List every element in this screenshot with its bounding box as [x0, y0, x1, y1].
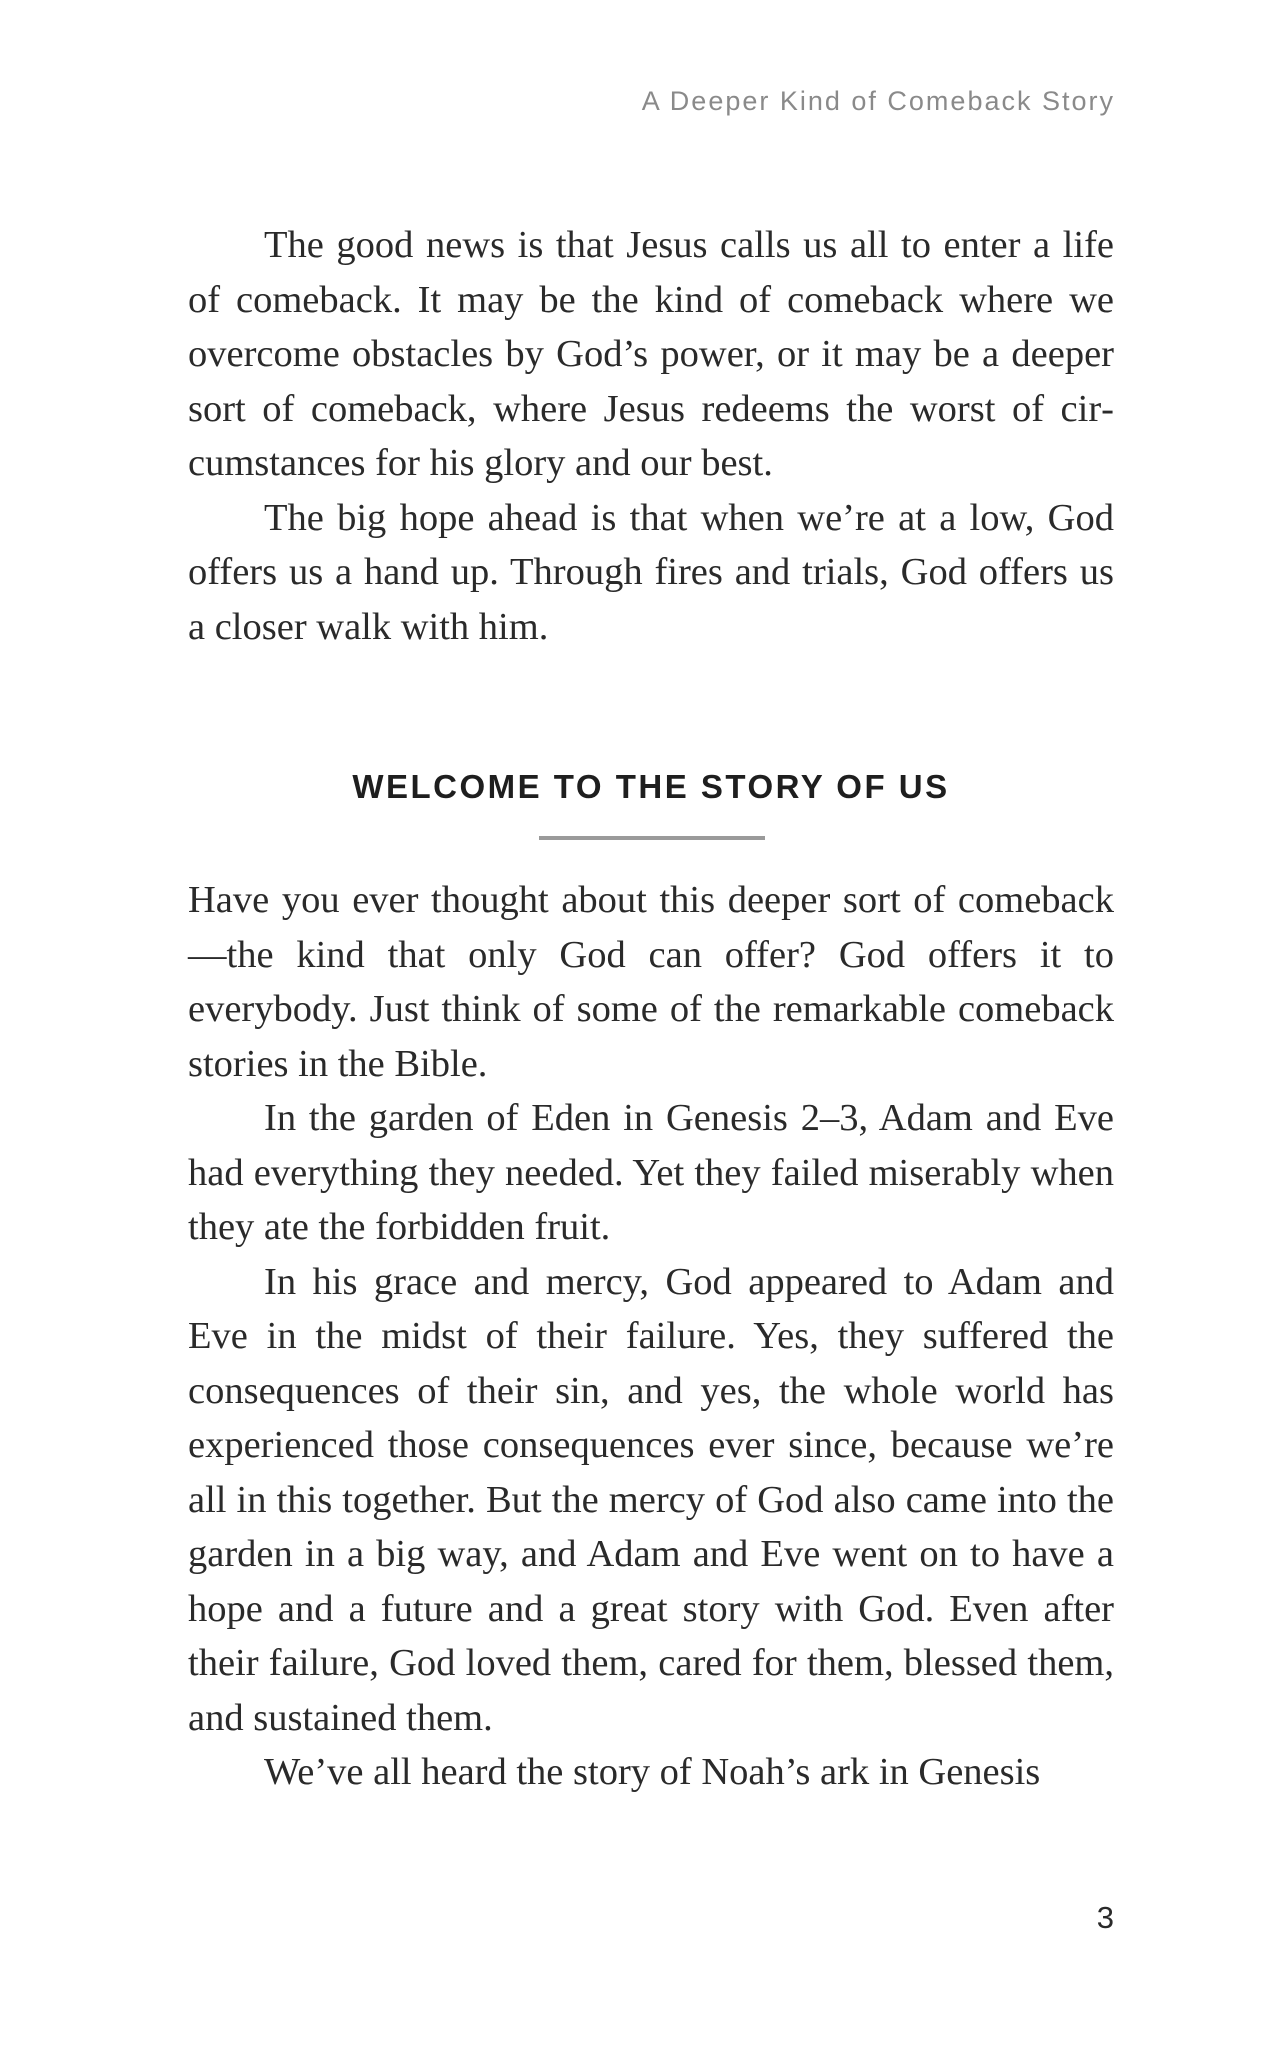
- intro-paragraph-2: The big hope ahead is that when we’re at a low, God offers us a hand up. Through fires and trials, God offers us a closer walk with him.: [188, 496, 1114, 648]
- running-head-title: A Deeper Kind of Comeback Story: [641, 86, 1115, 116]
- intro-text: [188, 218, 1114, 654]
- section-paragraph-2: In the garden of Eden in Genesis 2–3, Adam and Eve had everything they needed. Yet they failed miserably when they ate the forbidden fruit.: [188, 1097, 1114, 1248]
- section-paragraph-3: In his grace and mercy, God appeared to Adam and Eve in the midst of their failure. Yes, they suffered the consequences of their sin, and yes, the whole world has experienced those consequences ever since, because we’re all in this together. But the mercy of God also came into the garden in a big way, and Adam and Eve went on to have a hope and a future and a great story with God. Even after their failure, God loved them, cared for them, blessed them, and sustained them.: [188, 1260, 1114, 1739]
- page-number: 3: [1096, 1900, 1114, 1935]
- heading-divider: [539, 836, 765, 840]
- section-body: [188, 873, 1114, 1800]
- intro-paragraph-1: The good news is that Jesus calls us all to enter a life of comeback. It may be the kind of comeback where we overcome obstacles by God’s power, or it may be a deeper sort of comeback, where Jesus redeems the worst of circumstances for his glory and our best.: [188, 224, 1114, 484]
- section-heading: WELCOME TO THE STORY OF US: [352, 768, 950, 805]
- section-paragraph-1: Have you ever thought about this deeper sort of comeback—the kind that only God can offer? God offers it to everybody. Just think of some of the remarkable comeback stories in the Bible.: [188, 879, 1114, 1085]
- section-paragraph-4: We’ve all heard the story of Noah’s ark in Genesis: [264, 1751, 1041, 1793]
